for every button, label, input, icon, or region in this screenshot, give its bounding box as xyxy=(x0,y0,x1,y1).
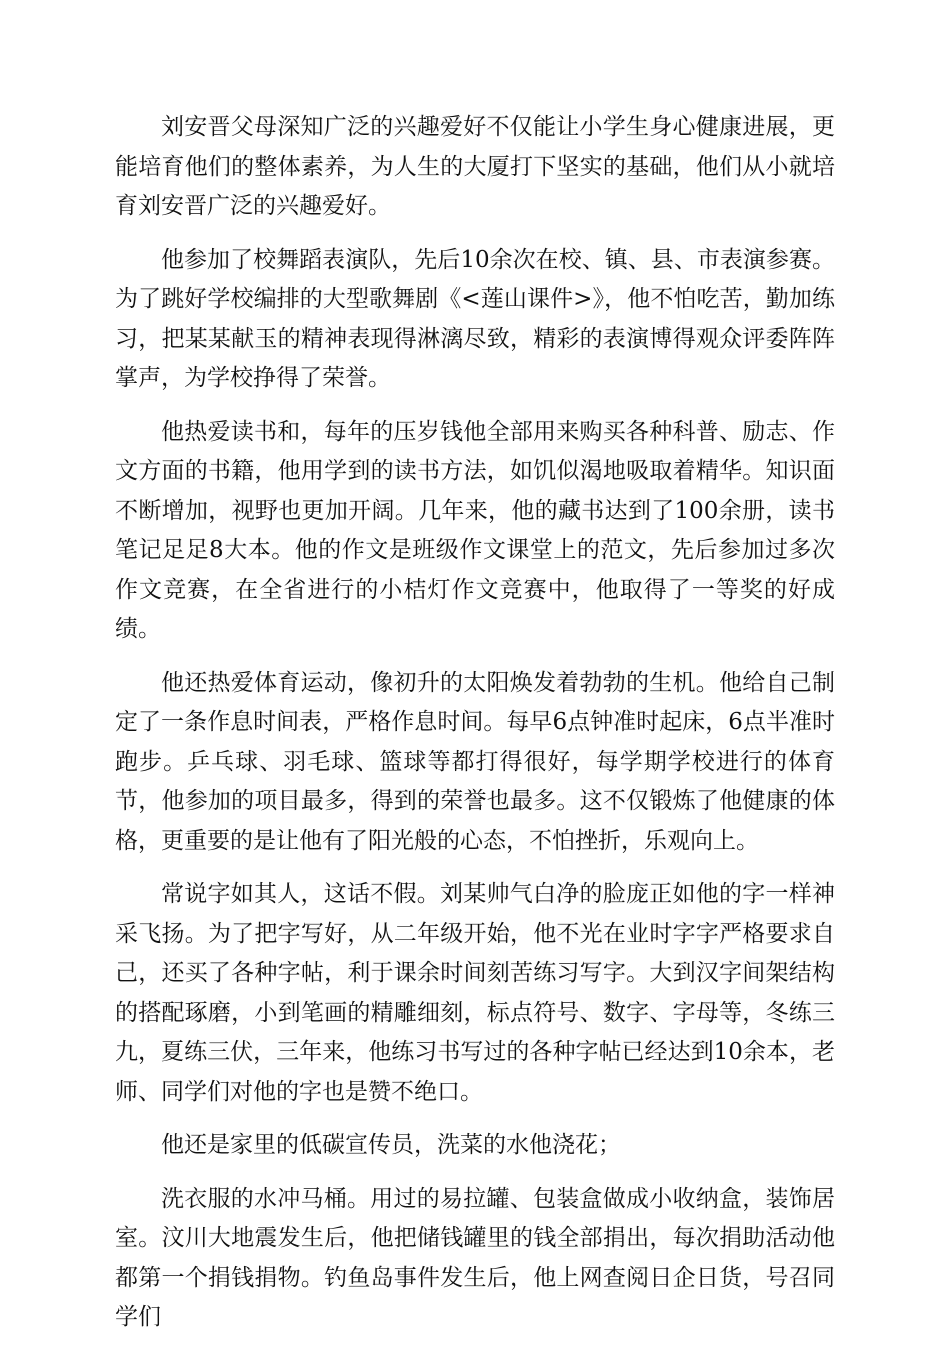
paragraph-2: 他参加了校舞蹈表演队，先后10余次在校、镇、县、市表演参赛。为了跳好学校编排的大型歌舞剧《<莲山课件>》，他不怕吃苦，勤加练习，把某某献玉的精神表现得淋漓尽致，精彩的表演博得观众评委阵阵掌声，为学校挣得了荣誉。 xyxy=(115,246,835,391)
paragraph-4: 他还热爱体育运动，像初升的太阳焕发着勃勃的生机。他给自己制定了一条作息时间表，严格作息时间。每早6点钟准时起床，6点半准时跑步。乒乓球、羽毛球、篮球等都打得很好，每学期学校进行的体育节，他参加的项目最多，得到的荣誉也最多。这不仅锻炼了他健康的体格，更重要的是让他有了阳光般的心态，不怕挫折，乐观向上。 xyxy=(115,669,835,854)
document-body xyxy=(115,108,835,1352)
paragraph-7: 洗衣服的水冲马桶。用过的易拉罐、包装盒做成小收纳盒，装饰居室。汶川大地震发生后，他把储钱罐里的钱全部捐出，每次捐助活动他都第一个捐钱捐物。钓鱼岛事件发生后，他上网查阅日企日货，号召同学们 xyxy=(115,1185,835,1330)
paragraph-1: 刘安晋父母深知广泛的兴趣爱好不仅能让小学生身心健康进展，更能培育他们的整体素养，为人生的大厦打下坚实的基础，他们从小就培育刘安晋广泛的兴趣爱好。 xyxy=(115,114,835,219)
paragraph-5: 常说字如其人，这话不假。刘某帅气白净的脸庞正如他的字一样神采飞扬。为了把字写好，从二年级开始，他不光在业时字字严格要求自己，还买了各种字帖，利于课余时间刻苦练习写字。大到汉字间架结构的搭配琢磨，小到笔画的精雕细刻，标点符号、数字、字母等，冬练三九，夏练三伏，三年来，他练习书写过的各种字帖已经达到10余本，老师、同学们对他的字也是赞不绝口。 xyxy=(115,881,835,1105)
paragraph-6: 他还是家里的低碳宣传员，洗菜的水他浇花； xyxy=(161,1132,621,1158)
paragraph-3: 他热爱读书和，每年的压岁钱他全部用来购买各种科普、励志、作文方面的书籍，他用学到的读书方法，如饥似渴地吸取着精华。知识面不断增加，视野也更加开阔。几年来，他的藏书达到了100余册，读书笔记足足8大本。他的作文是班级作文课堂上的范文，先后参加过多次作文竞赛，在全省进行的小桔灯作文竞赛中，他取得了一等奖的好成绩。 xyxy=(115,418,835,642)
